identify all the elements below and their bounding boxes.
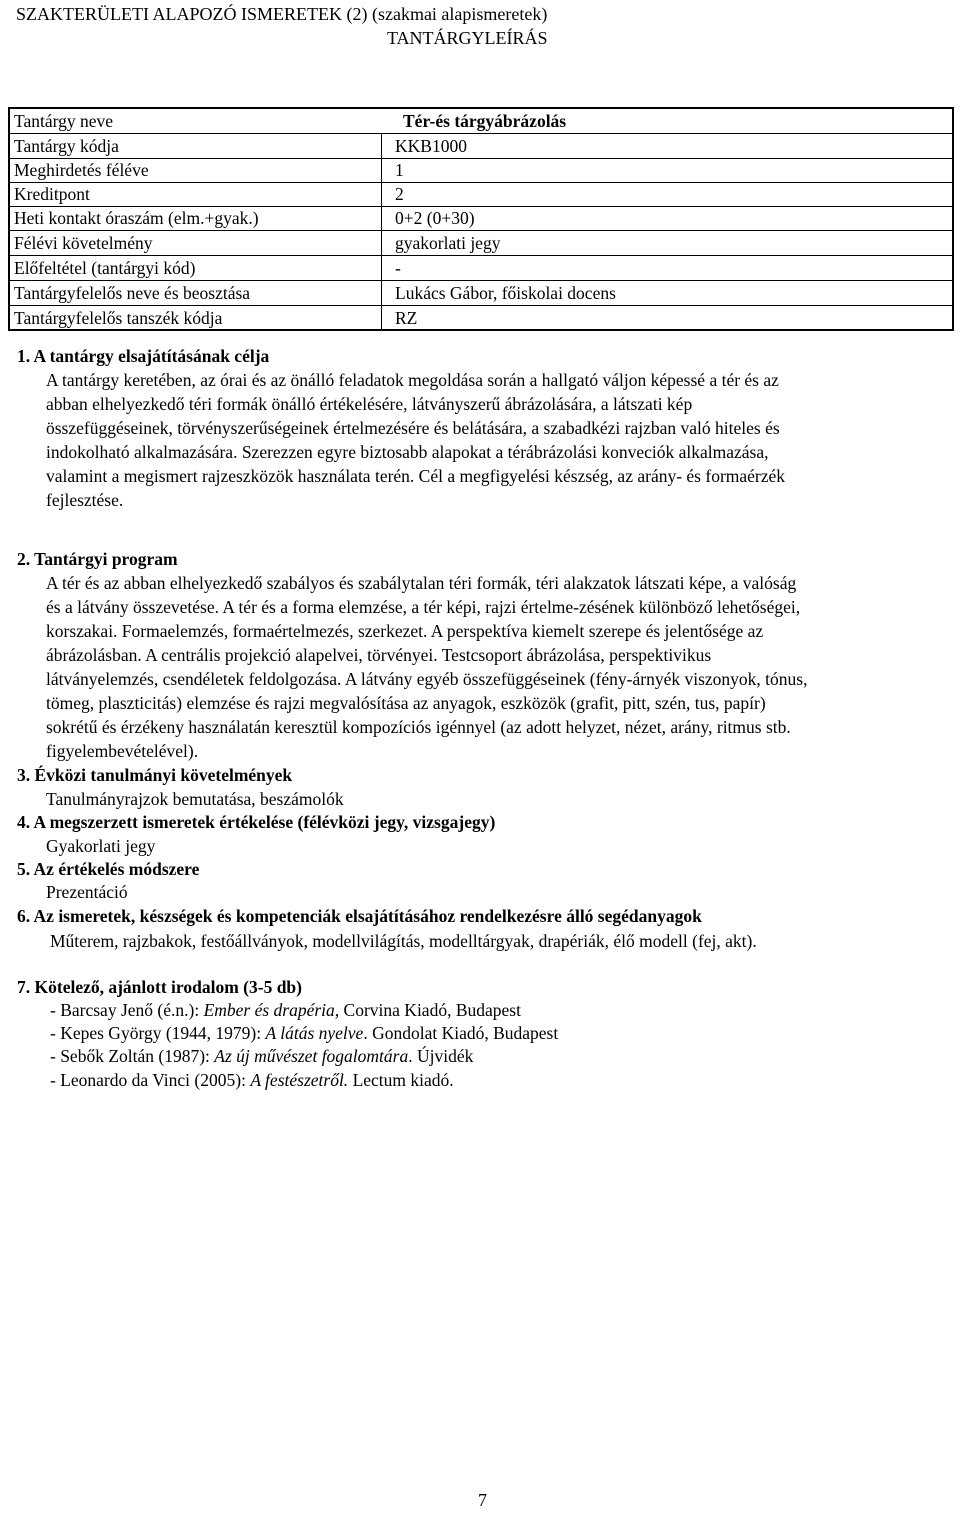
table-row: [10, 109, 952, 134]
table-row: [10, 134, 952, 159]
literature-item: - Barcsay Jenő (é.n.): Ember és drapéria, Corvina Kiadó, Budapest: [50, 1000, 521, 1020]
header-line-1: SZAKTERÜLETI ALAPOZÓ ISMERETEK (2) (szakmai alapismeretek): [16, 4, 548, 24]
table-row: [10, 182, 952, 207]
section-7-heading: 7. Kötelező, ajánlott irodalom (3-5 db): [17, 977, 302, 997]
section-3-text: Tanulmányrajzok bemutatása, beszámolók: [46, 789, 344, 809]
table-row: [10, 206, 952, 231]
section-5-heading: 5. Az értékelés módszere: [17, 859, 200, 879]
table-value: 0+2 (0+30): [395, 208, 475, 228]
table-value: Tér-és tárgyábrázolás: [403, 111, 567, 131]
literature-item: - Leonardo da Vinci (2005): A festészetről. Lectum kiadó.: [50, 1070, 454, 1090]
section-2-line: tömeg, plaszticitás) elemzése és rajzi megvalósítása az anyagok, eszközök (grafit, pitt, szén, tus, papír): [46, 693, 766, 713]
table-row: [10, 306, 952, 331]
section-1-line: abban elhelyezkedő téri formák önálló értékelésére, látványszerű ábrázolására, a látszati kép: [46, 394, 693, 414]
section-1-heading: 1. A tantárgy elsajátításának célja: [17, 346, 270, 366]
course-info-table: [8, 107, 954, 331]
table-row: [10, 231, 952, 256]
section-6-text: Műterem, rajzbakok, festőállványok, modellvilágítás, modelltárgyak, drapériák, élő modell (fej, akt).: [50, 931, 757, 951]
section-1-line: összefüggéseinek, törvényszerűségeinek értelmezésére és belátására, a szabadkézi rajzban való hiteles és: [46, 418, 780, 438]
section-2-line: látványelemzés, csendéletek feldolgozása. A látvány egyéb összefüggéseinek (fény-árnyék viszonyok, tónus,: [46, 669, 808, 689]
header-line-2: TANTÁRGYLEÍRÁS: [387, 28, 548, 48]
table-label: Kreditpont: [14, 184, 90, 204]
table-value: -: [395, 258, 401, 278]
table-label: Tantárgy neve: [14, 111, 114, 131]
table-label: Félévi követelmény: [14, 233, 153, 253]
section-2-line: figyelembevételével).: [46, 741, 199, 761]
section-1-line: A tantárgy keretében, az órai és az önálló feladatok megoldása során a hallgató váljon képessé a tér és az: [46, 370, 779, 390]
literature-item: - Kepes György (1944, 1979): A látás nyelve. Gondolat Kiadó, Budapest: [50, 1023, 559, 1043]
table-value: gyakorlati jegy: [395, 233, 501, 253]
table-label: Tantárgy kódja: [14, 136, 119, 156]
literature-item: - Sebők Zoltán (1987): Az új művészet fogalomtára. Újvidék: [50, 1046, 474, 1066]
table-row: [10, 158, 952, 183]
table-label: Tantárgyfelelős tanszék kódja: [14, 308, 223, 328]
section-2-heading: 2. Tantárgyi program: [17, 549, 178, 569]
section-4-text: Gyakorlati jegy: [46, 836, 156, 856]
section-2-line: korszakai. Formaelemzés, formaértelmezés, szerkezet. A perspektíva kiemelt szerepe és jelentősége az: [46, 621, 764, 641]
section-4-heading: 4. A megszerzett ismeretek értékelése (félévközi jegy, vizsgajegy): [17, 812, 496, 832]
page-number: 7: [478, 1490, 487, 1510]
table-value: Lukács Gábor, főiskolai docens: [395, 283, 616, 303]
table-value: 1: [395, 160, 404, 180]
section-1-line: fejlesztése.: [46, 490, 124, 510]
section-2-line: és a látvány összevetése. A tér és a forma elemzése, a tér képi, rajzi értelme-zésének különböző lehetőségei,: [46, 597, 801, 617]
table-value: 2: [395, 184, 404, 204]
table-label: Tantárgyfelelős neve és beosztása: [14, 283, 251, 303]
table-label: Előfeltétel (tantárgyi kód): [14, 258, 196, 278]
table-value: KKB1000: [395, 136, 467, 156]
section-6-heading: 6. Az ismeretek, készségek és kompetenciák elsajátításához rendelkezésre álló segédanyagok: [17, 906, 702, 926]
table-label: Heti kontakt óraszám (elm.+gyak.): [14, 208, 259, 228]
section-2-line: A tér és az abban elhelyezkedő szabályos és szabálytalan téri formák, téri alakzatok látszati képe, a valóság: [46, 573, 797, 593]
section-5-text: Prezentáció: [46, 882, 128, 902]
table-row: [10, 256, 952, 281]
section-2-line: sokrétű és érzékeny használatán keresztül kompozíciós igénnyel (az adott helyzet, nézet, arány, ritmus stb.: [46, 717, 791, 737]
table-label: Meghirdetés féléve: [14, 160, 149, 180]
section-1-line: valamint a megismert rajzeszközök használata terén. Cél a megfigyelési készség, az arány- és formaérzék: [46, 466, 786, 486]
section-2-line: ábrázolásban. A centrális projekció alapelvei, törvényei. Testcsoport ábrázolása, perspektivikus: [46, 645, 712, 665]
section-1-line: indokolható alkalmazására. Szerezzen egyre biztosabb alapokat a térábrázolási konveciók alkalmazása,: [46, 442, 769, 462]
table-value: RZ: [395, 308, 418, 328]
table-row: [10, 281, 952, 306]
section-3-heading: 3. Évközi tanulmányi követelmények: [17, 765, 293, 785]
